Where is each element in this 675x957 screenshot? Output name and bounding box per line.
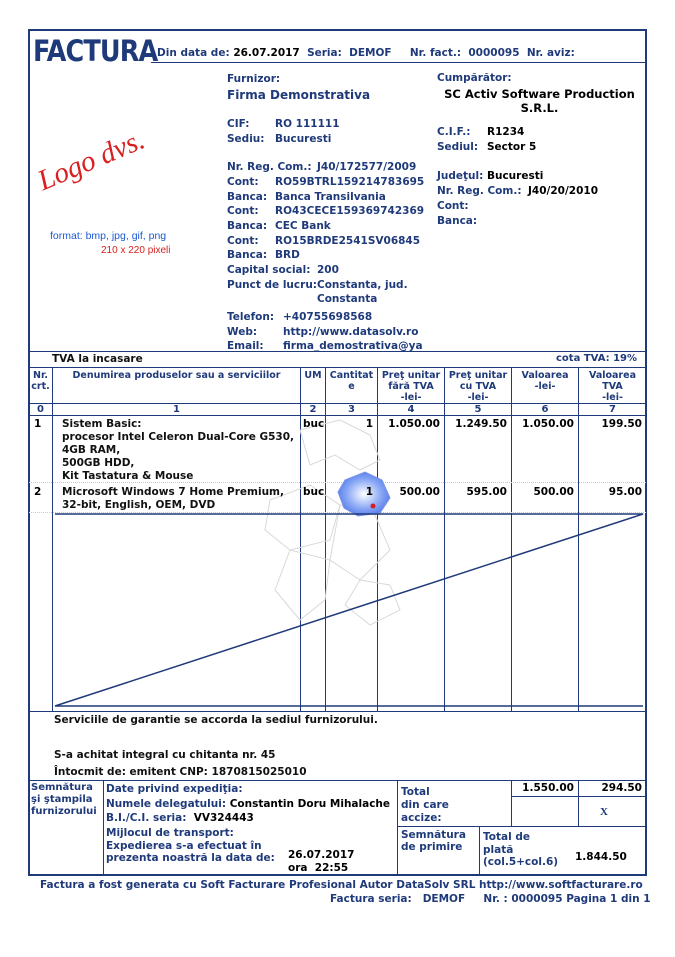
buyer-reg: J40/20/2010 — [528, 185, 599, 198]
supplier-banca2-label: Banca: — [227, 219, 268, 232]
colnum-0: 0 — [37, 404, 44, 415]
footer-serie-label: Factura seria: — [330, 893, 412, 905]
row1-pcu: 1.249.50 — [455, 418, 507, 430]
buyer-judet-label: Judeţul: — [437, 170, 484, 183]
colnum-7: 7 — [609, 404, 616, 415]
footer-sep-1 — [103, 780, 104, 875]
expeditie-block — [106, 782, 390, 840]
supplier-cif: RO 111111 — [275, 118, 340, 130]
supplier-banca1-label: Banca: — [227, 190, 268, 203]
footer-sep-2 — [397, 780, 398, 875]
delegat-label: Numele delegatului: — [106, 797, 227, 810]
row2-cant: 1 — [365, 486, 373, 498]
supplier-reg-label: Nr. Reg. Com.: — [227, 161, 312, 174]
row2-val: 500.00 — [533, 486, 574, 498]
th-nr: Nr. crt. — [31, 370, 50, 392]
ora-label: ora — [288, 862, 308, 874]
supplier-banca2: CEC Bank — [275, 219, 331, 232]
th-valoarea-tva: Valoarea TVA -lei- — [589, 370, 636, 400]
mijloc-label: Mijlocul de transport: — [106, 826, 234, 839]
supplier-punct-2: Constanta — [317, 293, 378, 306]
buyer-sediu: Sector 5 — [487, 140, 537, 153]
th-um: UM — [304, 370, 322, 381]
th-valoarea: Valoarea -lei- — [521, 370, 569, 392]
row2-um: buc — [303, 486, 325, 498]
row1-nr: 1 — [34, 418, 42, 430]
invoice-nr: 0000095 — [468, 47, 520, 59]
invoice-nr-label: Nr. fact.: — [409, 47, 462, 59]
buyer-sediu-label: Sediul: — [437, 140, 479, 153]
supplier-sediu-label: Sediu: — [227, 132, 265, 145]
total-tva: 294.50 — [601, 782, 642, 794]
supplier-cont2: RO43CECE159369742369 — [275, 205, 425, 218]
buyer-cif-label: C.I.F.: — [437, 126, 471, 138]
total-value: 1.550.00 — [522, 782, 574, 794]
invoice-series: DEMOF — [349, 47, 392, 59]
footer-total-divider — [511, 796, 646, 797]
cota-tva: cota TVA: 19% — [556, 353, 638, 364]
intocmit-note: Întocmit de: emitent CNP: 1870815025010 — [54, 766, 307, 778]
buyer-cont-label: Cont: — [437, 199, 469, 212]
total-plata-label: Total de plată (col.5+col.6) — [483, 831, 559, 868]
bi-label: B.I./C.I. seria: — [106, 812, 187, 824]
garantie-note: Serviciile de garantie se accorda la sediul furnizorului. — [54, 714, 378, 726]
footer-page: Pagina 1 din 1 — [566, 893, 651, 905]
row1-denumire: Sistem Basic: procesor Intel Celeron Dual-Core G530, 4GB RAM, 500GB HDD, Kit Tastatura & Mouse — [62, 418, 295, 482]
supplier-punct-1: Constanta, jud. — [317, 278, 408, 291]
buyer-cif: R1234 — [487, 126, 525, 138]
supplier-cif-label: CIF: — [227, 118, 250, 130]
series-label: Seria: — [307, 47, 342, 59]
generated-note: Factura a fost generata cu Soft Facturare Profesional Autor DataSolv SRL http://www.softfacturare.ro — [40, 879, 643, 891]
exp-date: 26.07.2017 — [288, 849, 355, 861]
supplier-reg: J40/172577/2009 — [317, 161, 417, 174]
supplier-cont2-label: Cont: — [227, 205, 259, 218]
total-plata: 1.844.50 — [575, 851, 627, 863]
supplier-email-label: Email: — [227, 340, 264, 353]
row2-tva: 95.00 — [608, 486, 642, 498]
row1-um: buc — [303, 418, 325, 430]
expedierea-datetime — [288, 849, 354, 875]
invoice-date: 26.07.2017 — [233, 47, 300, 59]
date-label: Din data de: — [157, 47, 230, 59]
supplier-tel-label: Telefon: — [227, 310, 275, 323]
buyer-banca-label: Banca: — [437, 214, 478, 227]
semnatura-primire: Semnătura de primire — [401, 829, 466, 853]
tva-incasare: TVA la incasare — [52, 353, 143, 365]
row2-pfara: 500.00 — [399, 486, 440, 498]
supplier-banca3: BRD — [275, 249, 300, 262]
row1-pfara: 1.050.00 — [388, 418, 440, 430]
supplier-web[interactable]: http://www.datasolv.ro — [283, 325, 419, 338]
th-denumire: Denumirea produselor sau a serviciilor — [72, 370, 281, 381]
logo-format: format: bmp, jpg, gif, png — [50, 230, 167, 242]
achitat-note: S-a achitat integral cu chitanta nr. 45 — [54, 749, 276, 761]
supplier-cont3: RO15BRDE2541SV06845 — [275, 234, 421, 247]
supplier-banca1: Banca Transilvania — [275, 190, 386, 203]
row1-cant: 1 — [365, 418, 373, 430]
ora-value: 22:55 — [314, 862, 349, 874]
supplier-sediu: Bucuresti — [275, 132, 332, 145]
supplier-cont1-label: Cont: — [227, 175, 259, 188]
buyer-heading: Cumpărător: — [437, 72, 512, 84]
accize-x-mark: X — [600, 806, 608, 818]
delegat-name: Constantin Doru Mihalache — [229, 797, 391, 810]
buyer-judet: Bucuresti — [486, 170, 544, 183]
th-pret-fara-tva: Preţ unitar fără TVA -lei- — [381, 370, 441, 400]
total-label: Total din care accize: — [401, 786, 449, 824]
supplier-cont1: RO59BTRL159214783695 — [275, 175, 425, 188]
bi-value: VV324443 — [193, 812, 254, 824]
colnum-1: 1 — [173, 404, 180, 415]
supplier-name: Firma Demonstrativa — [227, 87, 371, 102]
colnum-3: 3 — [348, 404, 355, 415]
row1-tva: 199.50 — [601, 418, 642, 430]
expedierea-text: Expedierea s-a efectuat în prezenta noastră la data de: — [106, 840, 275, 864]
row2-nr: 2 — [34, 486, 42, 498]
th-pret-cu-tva: Preţ unitar cu TVA -lei- — [448, 370, 508, 400]
expeditie-heading: Date privind expediţia: — [106, 783, 243, 795]
colnum-6: 6 — [541, 404, 549, 415]
semnatura-furnizor: Semnătura şi ştampila furnizorului — [31, 782, 97, 817]
footer-sep-5 — [479, 826, 480, 875]
footer-serie: DEMOF — [422, 893, 466, 905]
colnum-5: 5 — [474, 404, 482, 415]
logo-placeholder: Logo dvs. — [33, 123, 150, 198]
th-cantitate: Cantitat e — [329, 370, 374, 392]
row2-denumire: Microsoft Windows 7 Home Premium, 32-bit, English, OEM, DVD — [62, 486, 284, 511]
page-footer — [330, 893, 651, 905]
logo-size: 210 x 220 pixeli — [101, 245, 171, 256]
colnum-4: 4 — [407, 404, 415, 415]
supplier-punct-label: Punct de lucru: — [227, 278, 317, 291]
supplier-web-label: Web: — [227, 325, 258, 338]
row1-val: 1.050.00 — [522, 418, 574, 430]
supplier-cont3-label: Cont: — [227, 234, 259, 247]
buyer-name-2: S.R.L. — [520, 101, 559, 115]
aviz-label: Nr. aviz: — [526, 47, 575, 59]
colnum-2: 2 — [309, 404, 317, 415]
row2-pcu: 595.00 — [466, 486, 507, 498]
buyer-reg-label: Nr. Reg. Com.: — [437, 185, 522, 198]
supplier-capital: 200 — [317, 263, 339, 276]
footer-nr-label: Nr. : — [483, 893, 508, 905]
invoice-title: FACTURA — [33, 34, 158, 68]
supplier-heading: Furnizor: — [227, 73, 281, 85]
footer-nr: 0000095 — [511, 893, 563, 905]
buyer-name-1: SC Activ Software Production — [444, 87, 635, 101]
footer-mid-line — [397, 826, 646, 827]
footer-top-line — [29, 780, 646, 781]
supplier-tel: +40755698568 — [283, 310, 373, 323]
supplier-banca3-label: Banca: — [227, 249, 268, 262]
supplier-email[interactable]: firma_demostrativa@ya — [283, 340, 423, 353]
supplier-capital-label: Capital social: — [227, 263, 311, 276]
